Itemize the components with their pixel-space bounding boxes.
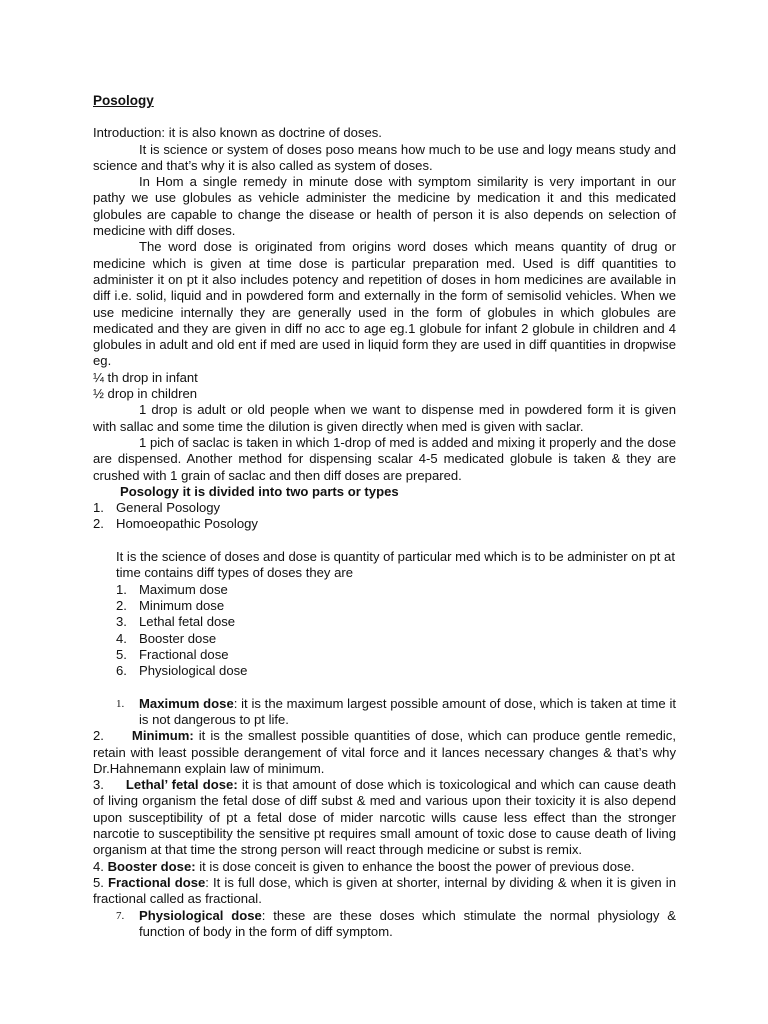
definition-fractional-dose: 5. Fractional dose: It is full dose, which is given at shorter, internal by dividing & when it is given in fractional called as fractional. <box>93 874 676 907</box>
list-item-text: Homoeopathic Posology <box>116 516 258 532</box>
list-item: 2. Minimum dose <box>116 597 225 613</box>
list-item: 3. Lethal fetal dose <box>116 614 236 630</box>
children-drop-line: ½ drop in children <box>93 386 198 402</box>
list-item <box>93 500 676 516</box>
definition-lethal-dose: 3. Lethal’ fetal dose: it is that amount of dose which is toxicological and which can cause death of living organism the fetal dose of diff subst & med and various upon their toxicity it is also depend upon susceptibility of pt a fetal dose of mider narcotic wills cause less effect than the stronger narcotie to susceptibility the sensitive pt requires small amount of toxic dose to cause death of living organism at that time the strong person will react through medicine or subst is remix. <box>93 777 676 858</box>
term: Fractional dose <box>108 874 206 890</box>
dose-origin-paragraph: The word dose is originated from origins word doses which means quantity of drug or medicine which is given at time dose is particular preparation med. Used is diff quantities to administer it on pt it also includes potency and repetition of doses in hom medicines are available in diff i.e. solid, liquid and in powdered form and externally in the form of semisolid vehicles. When we use medicine internally they are generally used in the form of globules in which globules are medicated and they are given in diff no acc to age eg.1 globule for infant 2 globule in children and 4 globules in adult and old ent if med are used in liquid form they are used in diff quantities in dropwise eg. <box>93 239 676 369</box>
list-item-text: General Posology <box>116 500 221 516</box>
parts-heading: Posology it is divided into two parts or types <box>120 483 399 499</box>
term: Booster dose: <box>107 858 196 874</box>
hom-paragraph: In Hom a single remedy in minute dose with symptom similarity is very important in our pathy we use globules as vehicle administer the medicine by medication it and this medicated globules are capable to change the disease or health of person it is also depends on selection of medicine with diff doses. <box>93 174 676 239</box>
list-item: 4. Booster dose <box>116 630 217 646</box>
definition-physiological-dose: 7. Physiological dose: these are these doses which stimulate the normal physiology & function of body in the form of diff symptom. <box>116 907 676 939</box>
definition-maximum-dose: 1. Maximum dose: it is the maximum largest possible amount of dose, which is taken at time it is not dangerous to pt life. <box>116 695 676 727</box>
term: Physiological dose <box>139 907 262 923</box>
list-number: 1. <box>93 500 104 516</box>
term: Minimum: <box>131 728 194 744</box>
list-item: 5. Fractional dose <box>116 646 229 662</box>
term: Lethal’ fetal dose: <box>125 777 238 793</box>
adult-drop-paragraph: 1 drop is adult or old people when we want to dispense med in powdered form it is given with sallac and some time the dilution is given directly when med is given with saclar. <box>93 402 676 434</box>
spacer <box>93 679 676 695</box>
spacer <box>93 533 676 549</box>
page-title: Posology <box>93 93 154 108</box>
definition-paragraph: It is science or system of doses poso means how much to be use and logy means study and science and that’s why it is also called as system of doses. <box>93 141 676 173</box>
definition-minimum-dose: 2. Minimum: it is the smallest possible quantities of dose, which can produce gentle remedic, retain with least possible derangement of vital force and it lances necessary changes & that’s why Dr.Hahnemann explain law of minimum. <box>93 728 676 776</box>
list-item <box>93 516 676 532</box>
term: Maximum dose <box>139 695 234 711</box>
dose-types-block <box>116 549 676 679</box>
saclac-paragraph: 1 pich of saclac is taken in which 1-drop of med is added and mixing it properly and the dose are dispensed. Another method for dispensing scalar 4-5 medicated globule is taken & they are crushed with 1 grain of saclac and then diff doses are prepared. <box>93 434 676 483</box>
intro-paragraph: Introduction: it is also known as doctrine of doses. <box>93 125 382 141</box>
list-number: 2. <box>93 516 104 532</box>
document-page <box>93 93 676 940</box>
list-item: 6. Physiological dose <box>116 663 248 679</box>
science-paragraph: It is the science of doses and dose is quantity of particular med which is to be administer on pt at time contains diff types of doses they are <box>116 549 675 581</box>
definition-booster-dose: 4. Booster dose: it is dose conceit is given to enhance the boost the power of previous dose. <box>93 858 635 874</box>
list-item: 1. Maximum dose <box>116 581 228 597</box>
infant-drop-line: ¼ th drop in infant <box>93 369 198 385</box>
